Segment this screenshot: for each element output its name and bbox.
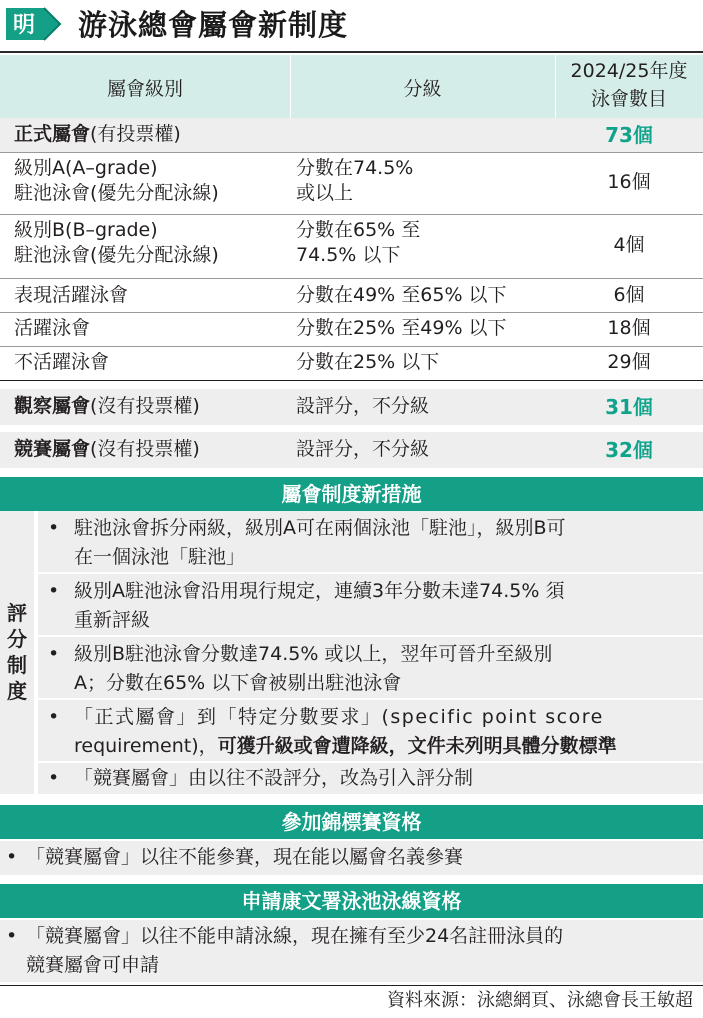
bullet-icon: •	[48, 517, 60, 539]
measures-section-header: 屬會制度新措施	[0, 477, 703, 511]
logo-char: 明	[12, 13, 36, 38]
measure-item-2: • 級別A駐池泳會沿用現行規定，連續3年分數未達74.5% 須 重新評級	[48, 577, 565, 635]
observer-member-grading: 設評分，不分級	[296, 395, 430, 417]
competition-member-count: 32個	[605, 438, 653, 462]
col-header-grading: 分級	[403, 78, 442, 100]
performing-active-label: 表現活躍泳會	[14, 284, 129, 306]
pool-lanes-item: • 「競賽屬會」以往不能申請泳線，現在擁有至少24名註冊泳員的 競賽屬會可申請	[6, 922, 563, 980]
grade-b-grading: 分數在65% 至 74.5% 以下	[296, 219, 421, 266]
col-header-category: 屬會級別	[106, 78, 183, 100]
performing-active-count: 6個	[613, 284, 645, 306]
formal-member-label: 正式屬會(有投票權)	[14, 123, 181, 145]
active-grading: 分數在25% 至49% 以下	[296, 317, 507, 339]
competition-member-label: 競賽屬會(沒有投票權)	[14, 438, 200, 460]
observer-member-count: 31個	[605, 395, 653, 419]
performing-active-grading: 分數在49% 至65% 以下	[296, 284, 507, 306]
bullet-icon: •	[48, 706, 60, 728]
grade-b-count: 4個	[613, 234, 645, 256]
source-divider	[0, 985, 703, 986]
title-bar	[0, 0, 703, 52]
championship-item: • 「競賽屬會」以往不能參賽，現在能以屬會名義參賽	[6, 843, 463, 872]
inactive-grading: 分數在25% 以下	[296, 351, 440, 373]
grade-a-grading: 分數在74.5% 或以上	[296, 157, 414, 204]
measure-item-3: • 級別B駐池泳會分數達74.5% 或以上，翌年可晉升至級別 A；分數在65% 以下會被剔出駐池泳會	[48, 640, 552, 698]
ming-pao-logo	[4, 4, 64, 44]
source-note: 資料來源：泳總網頁、泳總會長王敏超	[387, 990, 693, 1011]
bullet-icon: •	[48, 767, 60, 789]
competition-member-grading: 設評分，不分級	[296, 438, 430, 460]
title-divider	[0, 51, 703, 53]
measure-item-4: • 「正式屬會」到「特定分數要求」(specific point score requirement)，可獲升級或會遭降級，文件未列明具體分數標準	[48, 703, 617, 761]
measure-item-1: • 駐池泳會拆分兩級，級別A可在兩個泳池「駐池」，級別B可 在一個泳池「駐池」	[48, 514, 566, 572]
bullet-icon: •	[6, 846, 18, 868]
bullet-icon: •	[6, 925, 18, 947]
grading-system-side-label: 評 分 制 度	[7, 601, 27, 703]
observer-member-label: 觀察屬會(沒有投票權)	[14, 395, 200, 417]
bullet-icon: •	[48, 580, 60, 602]
formal-member-count: 73個	[605, 123, 653, 147]
col-header-count-line2: 泳會數目	[590, 88, 667, 110]
bullet-icon: •	[48, 643, 60, 665]
col-header-count	[555, 57, 703, 113]
active-count: 18個	[607, 317, 651, 339]
inactive-label: 不活躍泳會	[14, 351, 110, 373]
col-header-count-line1: 2024/25年度	[570, 60, 688, 82]
grade-a-count: 16個	[607, 171, 651, 193]
measure-item-5: • 「競賽屬會」由以往不設評分，改為引入評分制	[48, 764, 473, 793]
championship-section-header: 參加錦標賽資格	[0, 805, 703, 839]
page-title: 游泳總會屬會新制度	[78, 8, 349, 42]
inactive-count: 29個	[607, 351, 651, 373]
active-label: 活躍泳會	[14, 317, 91, 339]
pool-lanes-section-header: 申請康文署泳池泳線資格	[0, 884, 703, 918]
grade-b-label: 級別B(B–grade) 駐池泳會(優先分配泳線)	[14, 219, 219, 266]
grade-a-label: 級別A(A–grade) 駐池泳會(優先分配泳線)	[14, 157, 219, 204]
